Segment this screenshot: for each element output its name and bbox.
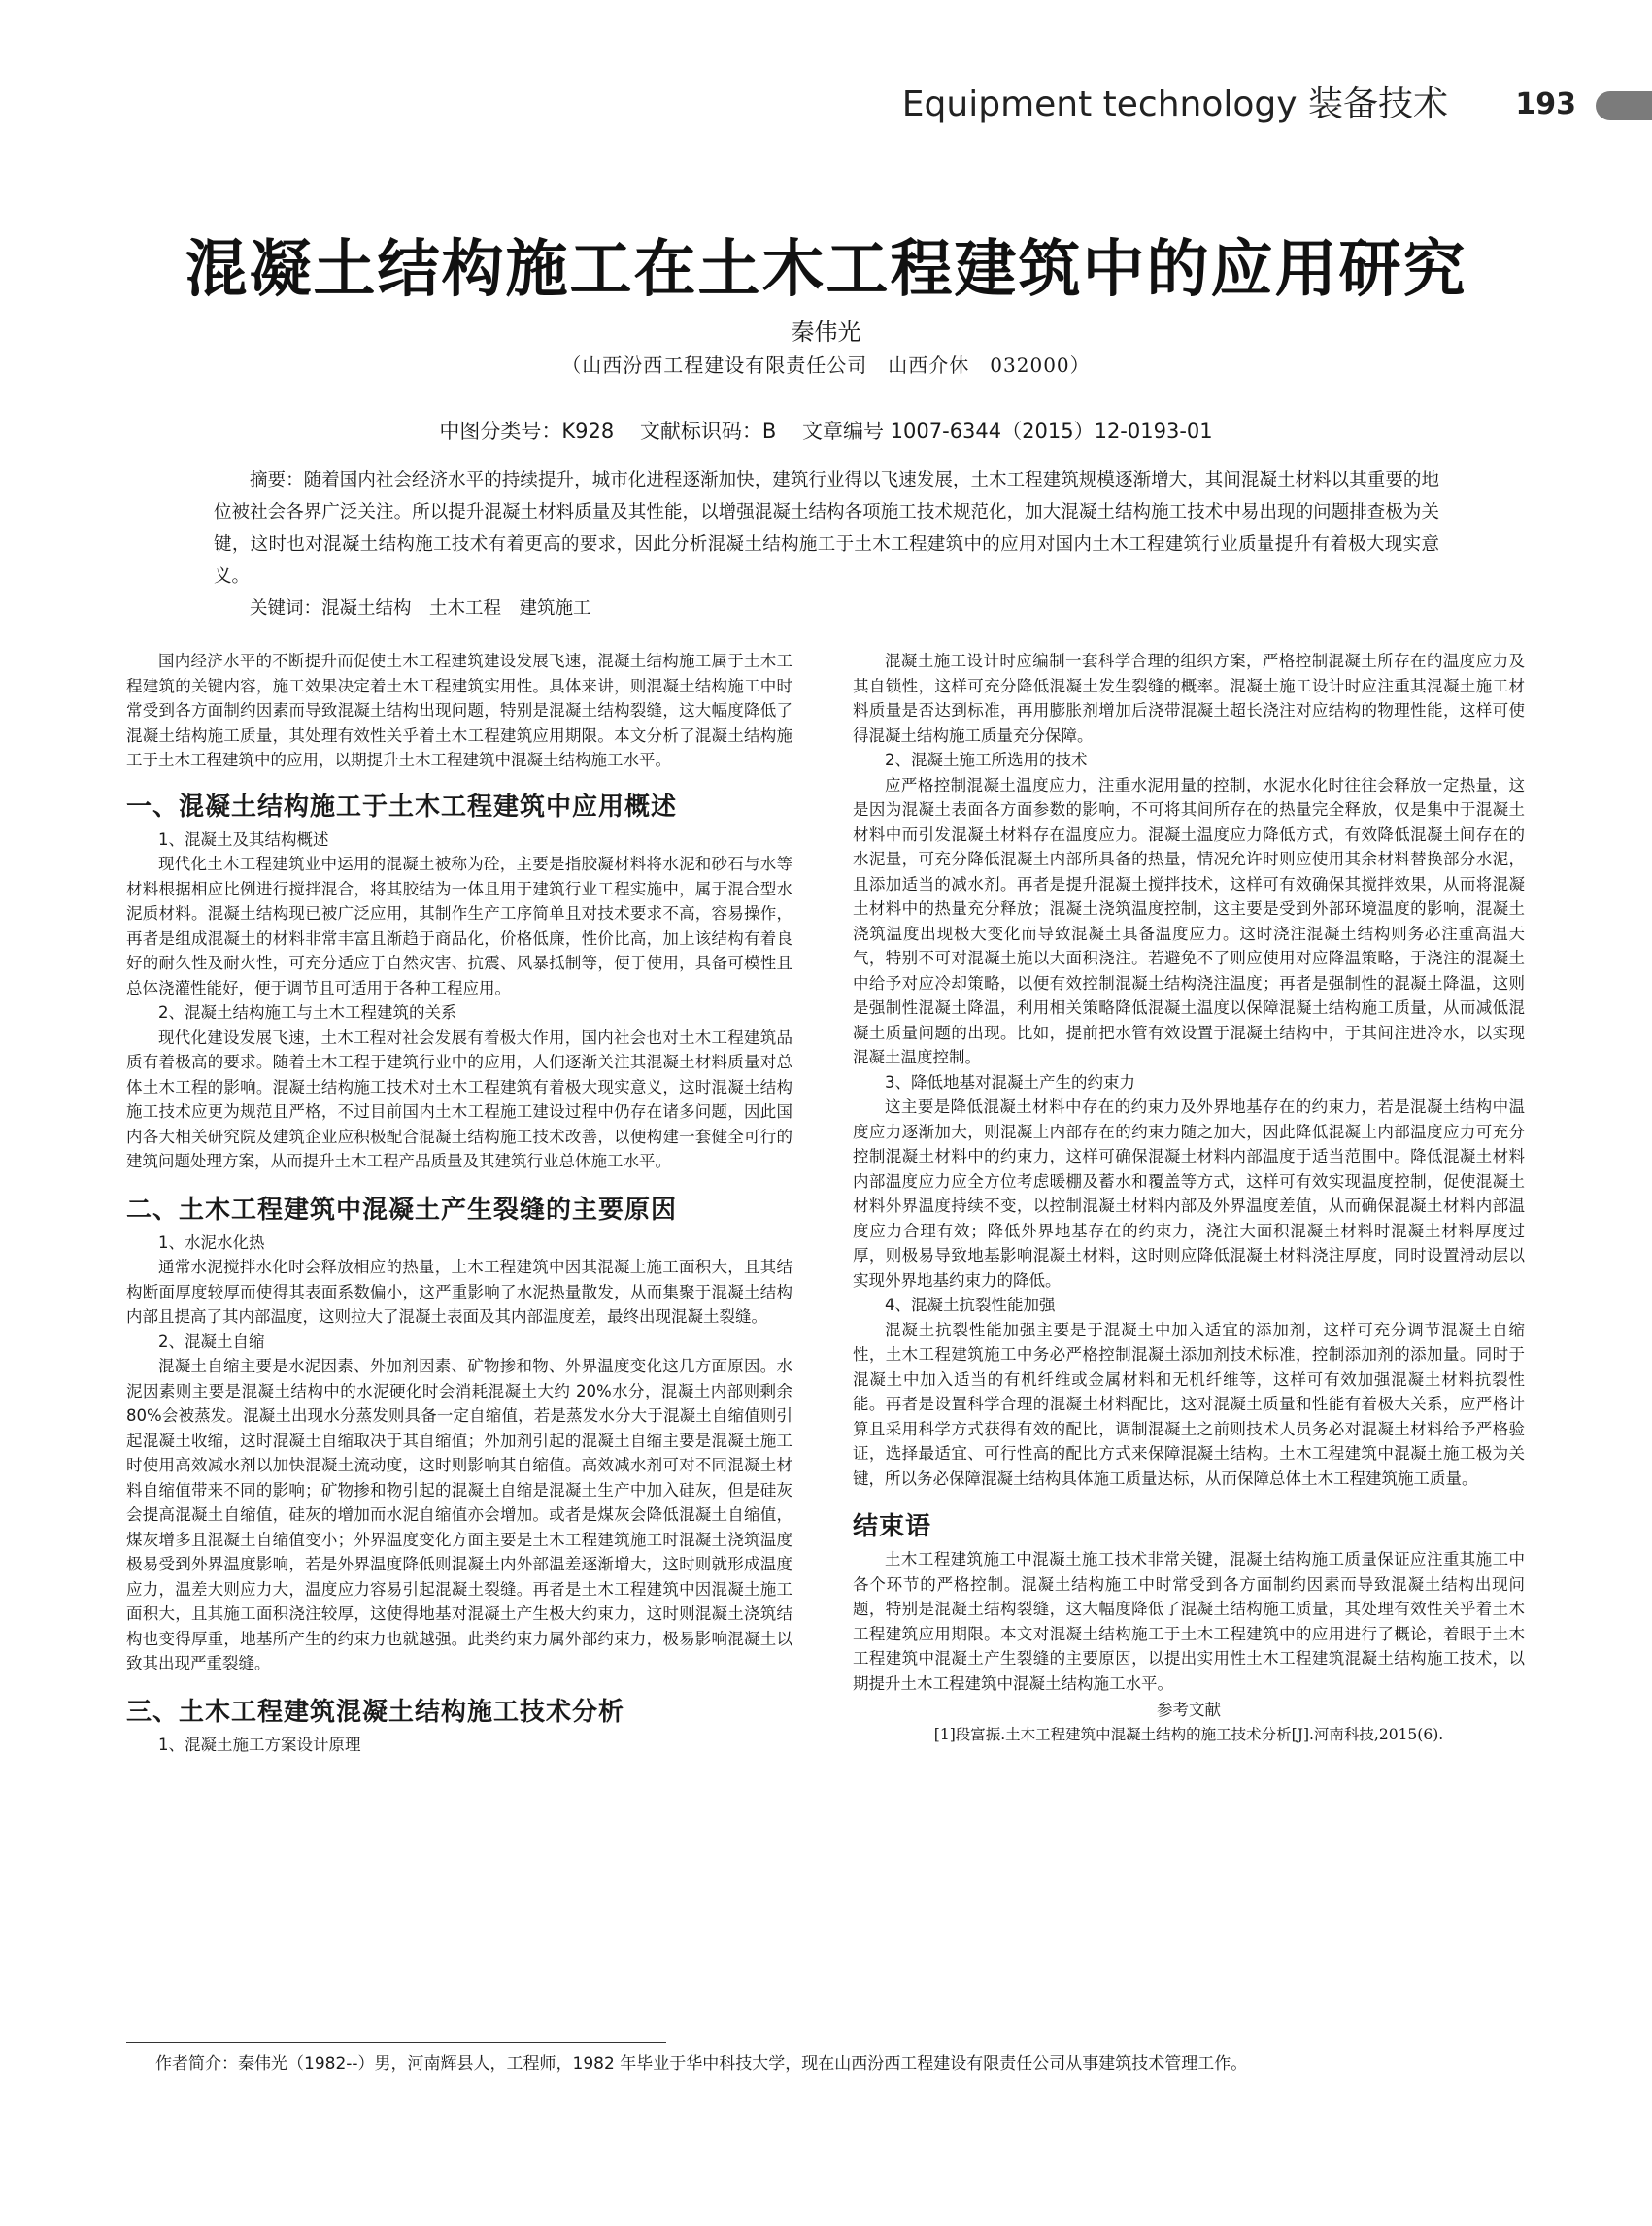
subsection-heading: 1、混凝土及其结构概述 [158, 829, 329, 849]
conclusion-heading: 结束语 [853, 1512, 932, 1541]
page-tab-marker [1596, 91, 1652, 120]
subsection-heading: 2、混凝土施工所选用的技术 [885, 751, 1088, 769]
page-number: 193 [1515, 87, 1576, 121]
article-title: 混凝土结构施工在土木工程建筑中的应用研究 [185, 233, 1467, 306]
body-paragraph: 混凝土抗裂性能加强主要是于混凝土中加入适宜的添加剂，这样可充分调节混凝土自缩性，土木工程建筑施工中务必严格控制混凝土添加剂技术标准，控制添加剂的添加量。同时于混凝土中加入适当的有机纤维或金属材料和无机纤维等，这样可有效加强混凝土材料抗裂性能。再者是设置科学合理的混凝土材料配比，这对混凝土质量和性能有着极大关系，应严格计算且采用科学方式获得有效的配比，调制混凝土之前则技术人员务必对混凝土材料给予严格验证，选择最适宜、可行性高的配比方式来保障混凝土结构。土木工程建筑中混凝土施工极为关键，所以务必保障混凝土结构具体施工质量达标，从而保障总体土木工程建筑施工质量。 [853, 1320, 1525, 1488]
article-number: 文章编号 1007-6344（2015）12-0193-01 [802, 420, 1213, 443]
author-bio-footnote: 作者简介：秦伟光（1982--）男，河南辉县人，工程师，1982 年毕业于华中科技大学，现在山西汾西工程建设有限责任公司从事建筑技术管理工作。 [155, 2054, 1248, 2074]
classification-line [0, 416, 1652, 445]
page-header [901, 78, 1652, 132]
body-paragraph: 现代化土木工程建筑业中运用的混凝土被称为砼，主要是指胶凝材料将水泥和砂石与水等材料根据相应比例进行搅拌混合，将其胶结为一体且用于建筑行业工程实施中，属于混合型水泥质材料。混凝土结构现已被广泛应用，其制作生产工序简单且对技术要求不高，容易操作，再者是组成混凝土的材料非常丰富且渐趋于商品化，价格低廉，性价比高，加上该结构有着良好的耐久性及耐火性，可充分适应于自然灾害、抗震、风暴抵制等，便于使用，具备可模性且总体浇灌性能好，便于调节且可适用于各种工程应用。 [126, 855, 792, 997]
body-paragraph: 现代化建设发展飞速，土木工程对社会发展有着极大作用，国内社会也对土木工程建筑品质有着极高的要求。随着土木工程于建筑行业中的应用，人们逐渐关注其混凝土材料质量对总体土木工程的影响。混凝土结构施工技术对土木工程建筑有着极大现实意义，这时混凝土结构施工技术应更为规范且严格，不过目前国内土木工程施工建设过程中仍存在诸多问题，因此国内各大相关研究院及建筑企业应积极配合混凝土结构施工技术改善，以便构建一套健全可行的建筑问题处理方案，从而提升土木工程产品质量及其建筑行业总体施工水平。 [126, 1028, 792, 1170]
subsection-heading: 1、混凝土施工方案设计原理 [158, 1735, 361, 1754]
journal-section-title: Equipment technology 装备技术 [901, 84, 1448, 124]
body-paragraph: 通常水泥搅拌水化时会释放相应的热量，土木工程建筑中因其混凝土施工面积大，且其结构断面厚度较厚而使得其表面系数偏小，这严重影响了水泥热量散发，从而集聚于混凝土结构内部且提高了其内部温度，这则拉大了混凝土表面及其内部温度差，最终出现混凝土裂缝。 [126, 1258, 792, 1326]
references-heading: 参考文献 [1157, 1701, 1221, 1719]
keywords: 关键词：混凝土结构 土木工程 建筑施工 [250, 598, 591, 619]
intro-paragraph: 国内经济水平的不断提升而促使土木工程建筑建设发展飞速，混凝土结构施工属于土木工程建筑的关键内容，施工效果决定着土木工程建筑实用性。具体来讲，则混凝土结构施工中时常受到各方面制约因素而导致混凝土结构出现问题，特别是混凝土结构裂缝，这大幅度降低了混凝土结构施工质量，其处理有效性关乎着土木工程建筑应用期限。本文分析了混凝土结构施工于土木工程建筑中的应用，以期提升土木工程建筑中混凝土结构施工水平。 [126, 652, 792, 769]
abstract: 摘要：随着国内社会经济水平的持续提升，城市化进程逐渐加快，建筑行业得以飞速发展，土木工程建筑规模逐渐增大，其间混凝土材料以其重要的地位被社会各界广泛关注。所以提升混凝土材料质量及其性能，以增强混凝土结构各项施工技术规范化，加大混凝土结构施工技术中易出现的问题排查极为关键，这时也对混凝土结构施工技术有着更高的要求，因此分析混凝土结构施工于土木工程建筑中的应用对国内土木工程建筑行业质量提升有着极大现实意义。 [214, 470, 1439, 587]
section-2-heading: 二、土木工程建筑中混凝土产生裂缝的主要原因 [126, 1195, 678, 1225]
document-code: 文献标识码：B [639, 420, 777, 443]
section-3-heading: 三、土木工程建筑混凝土结构施工技术分析 [126, 1697, 625, 1727]
classification-number: 中图分类号：K928 [439, 420, 615, 443]
subsection-heading: 3、降低地基对混凝土产生的约束力 [885, 1072, 1135, 1092]
body-paragraph: 混凝土施工设计时应编制一套科学合理的组织方案，严格控制混凝土所存在的温度应力及其自锁性，这样可充分降低混凝土发生裂缝的概率。混凝土施工设计时应注重其混凝土施工材料质量是否达到标准，再用膨胀剂增加后浇带混凝土超长浇注对应结构的物理性能，这样可使得混凝土结构施工质量充分保障。 [853, 652, 1525, 745]
subsection-heading: 2、混凝土自缩 [158, 1332, 265, 1351]
body-paragraph: 应严格控制混凝土温度应力，注重水泥用量的控制，水泥水化时往往会释放一定热量，这是因为混凝土表面各方面参数的影响，不可将其间所存在的热量完全释放，仅是集中于混凝土材料中而引发混凝土材料存在温度应力。混凝土温度应力降低方式，有效降低混凝土间存在的水泥量，可充分降低混凝土内部所具备的热量，情况允许时则应使用其余材料替换部分水泥，且添加适当的减水剂。再者是提升混凝土搅拌技术，这样可有效确保其搅拌效果，从而将混凝土材料中的热量充分释放；混凝土浇筑温度控制，这主要是受到外部环境温度的影响，混凝土浇筑温度出现极大变化而导致混凝土具备温度应力。这时浇注混凝土结构则务必注重高温天气，特别不可对混凝土施以大面积浇注。若避免不了则应使用对应降温策略，于浇注的混凝土中给予对应冷却策略，以便有效控制混凝土结构浇注温度；再者是强制性的混凝土降温，这则是强制性混凝土降温，利用相关策略降低混凝土温度以保障混凝土结构施工质量，从而减低混凝土质量问题的出现。比如，提前把水管有效设置于混凝土结构中，于其间注进冷水，以实现混凝土温度控制。 [853, 775, 1525, 1066]
left-column [126, 649, 792, 1757]
section-1-heading: 一、混凝土结构施工于土木工程建筑中应用概述 [126, 792, 678, 822]
conclusion-paragraph: 土木工程建筑施工中混凝土施工技术非常关键，混凝土结构施工质量保证应注重其施工中各个环节的严格控制。混凝土结构施工中时常受到各方面制约因素而导致混凝土结构出现问题，特别是混凝土结构裂缝，这大幅度降低了混凝土结构施工质量，其处理有效性关乎着土木工程建筑应用期限。本文对混凝土结构施工于土木工程建筑中的应用进行了概论，着眼于土木工程建筑中混凝土产生裂缝的主要原因，以提出实用性土木工程建筑混凝土结构施工技术，以期提升土木工程建筑中混凝土结构施工水平。 [853, 1550, 1525, 1693]
subsection-heading: 1、水泥水化热 [158, 1232, 265, 1252]
footnote-divider [126, 2042, 666, 2043]
author-affiliation: （山西汾西工程建设有限责任公司 山西介休 032000） [561, 354, 1091, 377]
author-name: 秦伟光 [791, 319, 861, 346]
body-paragraph: 这主要是降低混凝土材料中存在的约束力及外界地基存在的约束力，若是混凝土结构中温度应力逐渐加大，则混凝土内部存在的约束力随之加大，因此降低混凝土内部温度应力可充分控制混凝土材料中的约束力，这样可确保混凝土材料内部温度于适当范围中。降低混凝土材料内部温度应力应全方位考虑暖棚及蓄水和覆盖等方式，这样可有效实现温度控制，促使混凝土材料外界温度持续不变，以控制混凝土材料内部及外界温度差值，从而确保混凝土材料内部温度应力合理有效；降低外界地基存在的约束力，浇注大面积混凝土材料时混凝土材料厚度过厚，则极易导致地基影响混凝土材料，这时则应降低混凝土材料浇注厚度，同时设置滑动层以实现外界地基约束力的降低。 [853, 1097, 1525, 1290]
subsection-heading: 4、混凝土抗裂性能加强 [885, 1296, 1056, 1314]
reference-item: [1]段富振.土木工程建筑中混凝土结构的施工技术分析[J].河南科技,2015(6). [933, 1725, 1444, 1743]
subsection-heading: 2、混凝土结构施工与土木工程建筑的关系 [158, 1003, 457, 1022]
right-column [853, 649, 1525, 1747]
body-paragraph: 混凝土自缩主要是水泥因素、外加剂因素、矿物掺和物、外界温度变化这几方面原因。水泥因素则主要是混凝土结构中的水泥硬化时会消耗混凝土大约 20%水分，混凝土内部则剩余 80%会被蒸发。混凝土出现水分蒸发则具备一定自缩值，若是蒸发水分大于混凝土自缩值则引起混凝土收缩，这时混凝土自缩取决于其自缩值；外加剂引起的混凝土自缩主要是混凝土施工时使用高效减水剂以加快混凝土流动度，这时则影响其自缩值。高效减水剂可对不同混凝土材料自缩值带来不同的影响；矿物掺和物引起的混凝土自缩是混凝土生产中加入硅灰，但是硅灰会提高混凝土自缩值，硅灰的增加而水泥自缩值亦会增加。或者是煤灰会降低混凝土自缩值，煤灰增多且混凝土自缩值变小；外界温度变化方面主要是土木工程建筑施工时混凝土浇筑温度极易受到外界温度影响，若是外界温度降低则混凝土内外部温差逐渐增大，这时则就形成温度应力，温差大则应力大，温度应力容易引起混凝土裂缝。再者是土木工程建筑中因混凝土施工面积大，且其施工面积浇注较厚，这使得地基对混凝土产生极大约束力，这时则混凝土浇筑结构也变得厚重，地基所产生的约束力也就越强。此类约束力属外部约束力，极易影响混凝土以致其出现严重裂缝。 [126, 1357, 792, 1672]
